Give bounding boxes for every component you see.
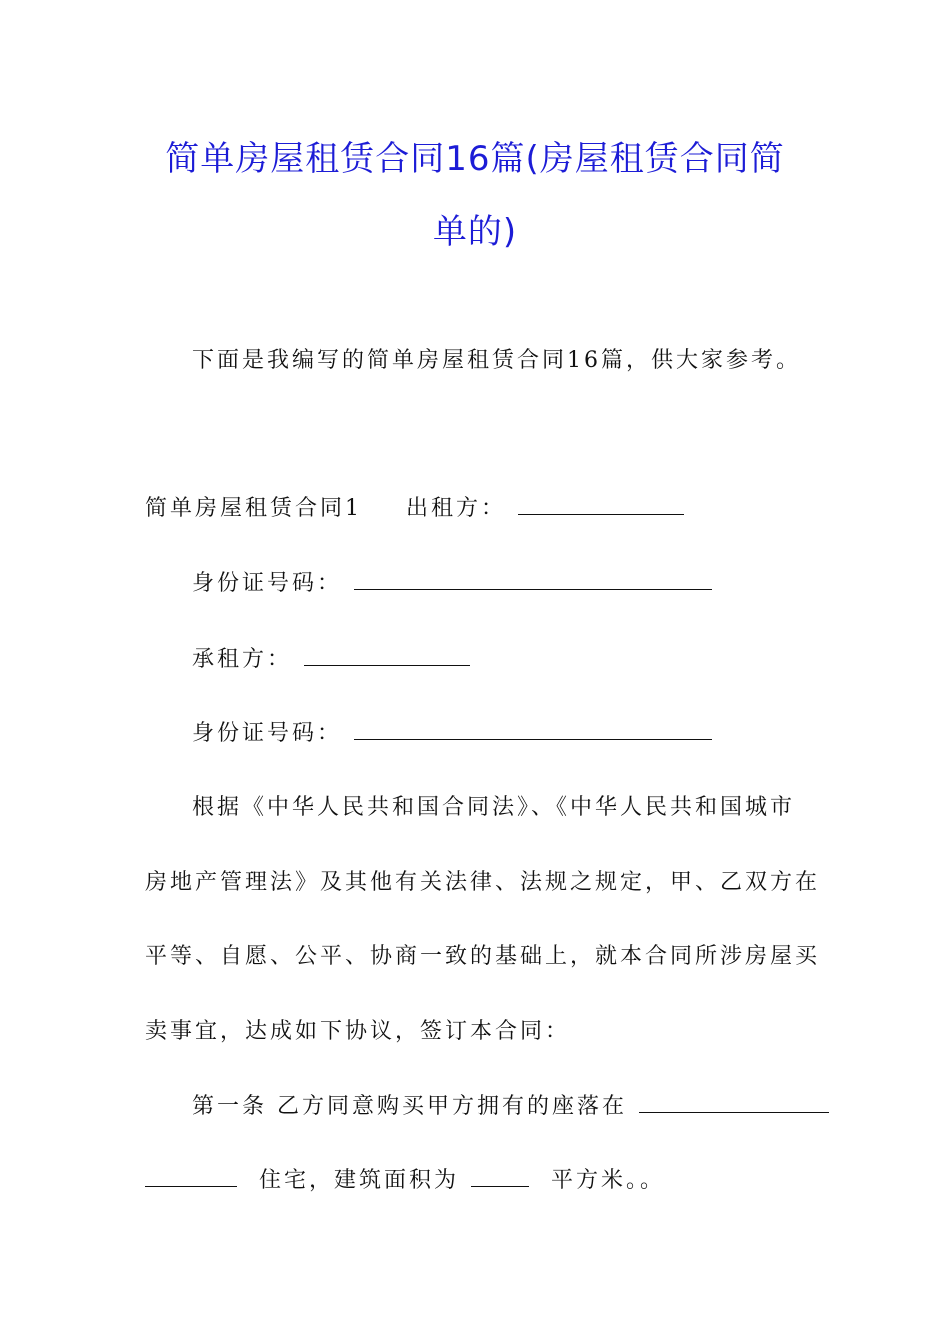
- preamble-line-2: 房地产管理法》及其他有关法律、法规之规定，甲、乙双方在: [145, 870, 821, 895]
- preamble-line-3: 平等、自愿、公平、协商一致的基础上，就本合同所涉房屋买: [145, 944, 821, 969]
- area-blank: [471, 1166, 529, 1187]
- location-blank: [639, 1092, 829, 1113]
- article-1-residence-text: 住宅，建筑面积为: [259, 1168, 460, 1193]
- intro-paragraph: 下面是我编写的简单房屋租赁合同16篇，供大家参考。: [192, 348, 801, 373]
- lessee-id-row: [192, 719, 712, 749]
- preamble-line-4: 卖事宜，达成如下协议，签订本合同：: [145, 1019, 571, 1044]
- article-1-unit-text: 平方米。。: [551, 1168, 666, 1193]
- location-blank-continued: [145, 1166, 237, 1187]
- preamble-line-1: 根据《中华人民共和国合同法》、《中华人民共和国城市: [192, 795, 796, 820]
- contract-heading: 简单房屋租赁合同1: [145, 496, 362, 521]
- article-1-row-2: [145, 1166, 665, 1196]
- document-title-line-2: 单的): [432, 212, 518, 252]
- lessee-id-blank: [354, 719, 712, 740]
- lessor-name-blank: [518, 494, 684, 515]
- lessor-label: 出租方：: [406, 496, 507, 521]
- document-title-line-1: 简单房屋租赁合同16篇(房屋租赁合同简: [165, 139, 785, 179]
- lessee-id-label: 身份证号码：: [192, 721, 343, 746]
- article-1-row-1: [192, 1092, 829, 1122]
- lessor-id-label: 身份证号码：: [192, 571, 343, 596]
- lessor-id-blank: [354, 569, 712, 590]
- article-1-text: 第一条 乙方同意购买甲方拥有的座落在: [192, 1094, 627, 1119]
- lessee-name-blank: [304, 645, 470, 666]
- lessor-id-row: [192, 569, 712, 599]
- contract-heading-row: [145, 494, 684, 524]
- lessee-row: [192, 645, 470, 675]
- lessee-label: 承租方：: [192, 647, 293, 672]
